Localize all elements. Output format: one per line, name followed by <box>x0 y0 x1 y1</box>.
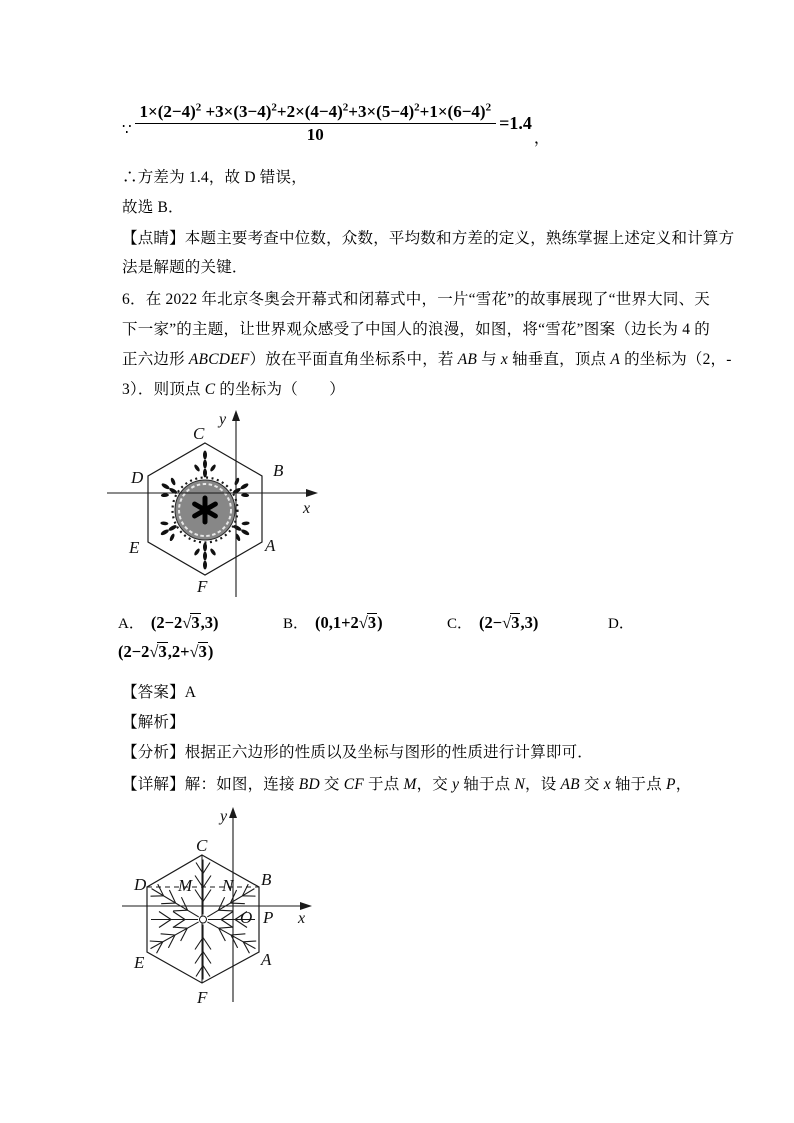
answer-line: 【答案】A <box>122 684 197 701</box>
fig2-label-F: F <box>197 988 208 1007</box>
option-d-value-line <box>118 642 213 662</box>
fig2-label-D: D <box>134 875 147 894</box>
option-c <box>447 612 538 633</box>
y-axis-arrow-icon <box>232 410 240 421</box>
figure-snowflake-hexagon-shaded <box>100 408 330 603</box>
option-a-label: A． <box>118 616 144 632</box>
option-a-value: (2−2√3,3) <box>150 613 219 632</box>
question-line-1: 6．在 2022 年北京冬奥会开幕式和闭幕式中，一片“雪花”的故事展现了“世界大同、天 <box>122 291 710 308</box>
fig2-label-A: A <box>261 950 272 969</box>
fig2-label-x: x <box>298 910 306 927</box>
fig2-label-E: E <box>134 953 145 972</box>
fig2-label-N: N <box>222 876 234 895</box>
fig1-label-C: C <box>193 424 205 443</box>
option-d-value: (2−2√3,2+√3) <box>118 642 214 661</box>
question-line-3: 正六边形 ABCDEF）放在平面直角坐标系中，若 AB 与 x 轴垂直，顶点 A 的坐标为（2，- <box>122 351 732 368</box>
conclusion-line: ∴方差为 1.4，故 D 错误， <box>122 169 307 186</box>
analysis-line: 【分析】根据正六边形的性质以及坐标与图形的性质进行计算即可． <box>122 744 594 761</box>
fraction <box>135 102 497 145</box>
because-symbol: ∵ <box>122 122 132 138</box>
x-axis-arrow-icon <box>306 489 318 497</box>
question-line-4: 3）．则顶点 C 的坐标为（ ） <box>122 381 346 398</box>
fig1-label-y: y <box>219 411 227 428</box>
formula-result: =1.4 <box>499 113 532 133</box>
choice-line: 故选 B． <box>122 199 184 216</box>
question-line-2: 下一家”的主题，让世界观众感受了中国人的浪漫，如图，将“雪花”图案（边长为 4 的 <box>122 321 710 338</box>
option-d-label: D． <box>608 616 634 632</box>
option-b <box>283 612 383 633</box>
fig2-label-M: M <box>178 876 193 895</box>
fig2-label-y: y <box>220 808 228 825</box>
fig1-label-x: x <box>303 500 311 517</box>
formula-comma: ， <box>533 130 550 147</box>
fig2-label-P: P <box>263 908 274 927</box>
option-b-value: (0,1+2√3) <box>315 613 383 632</box>
detail-line: 【详解】解：如图，连接 BD 交 CF 于点 M，交 y 轴于点 N，设 AB 交 x 轴于点 P， <box>122 776 692 793</box>
option-d <box>608 612 634 633</box>
fig1-label-F: F <box>197 577 208 596</box>
fig2-label-O: O <box>240 908 253 927</box>
fraction-numerator: $1\times(2-4)^2 +3\times(3-4)^2+2\times(4-4)^2+3\times(5-4)^2+1\times(6-4)^2$ <box>139 101 492 121</box>
option-a <box>118 612 218 633</box>
x-axis-arrow-icon <box>300 902 312 910</box>
fraction-denominator: 10 <box>135 123 497 145</box>
option-c-value: (2−√3,3) <box>479 613 539 632</box>
analysis-header-line: 【解析】 <box>122 714 185 731</box>
option-c-label: C． <box>447 616 473 632</box>
option-b-label: B． <box>283 616 309 632</box>
fig1-label-E: E <box>129 538 140 557</box>
fig2-label-C: C <box>196 836 208 855</box>
fig2-label-B: B <box>261 870 272 889</box>
variance-formula <box>122 102 550 145</box>
fig1-label-D: D <box>131 468 144 487</box>
y-axis-arrow-icon <box>229 807 237 818</box>
fig1-label-B: B <box>273 461 284 480</box>
fig1-label-A: A <box>265 536 276 555</box>
tip-line-1: 【点睛】本题主要考查中位数，众数，平均数和方差的定义，熟练掌握上述定义和计算方 <box>122 230 735 247</box>
snowflake-center-circle <box>200 916 207 923</box>
tip-line-2: 法是解题的关键． <box>122 259 248 276</box>
figure-snowflake-hexagon-construction <box>100 805 335 1015</box>
